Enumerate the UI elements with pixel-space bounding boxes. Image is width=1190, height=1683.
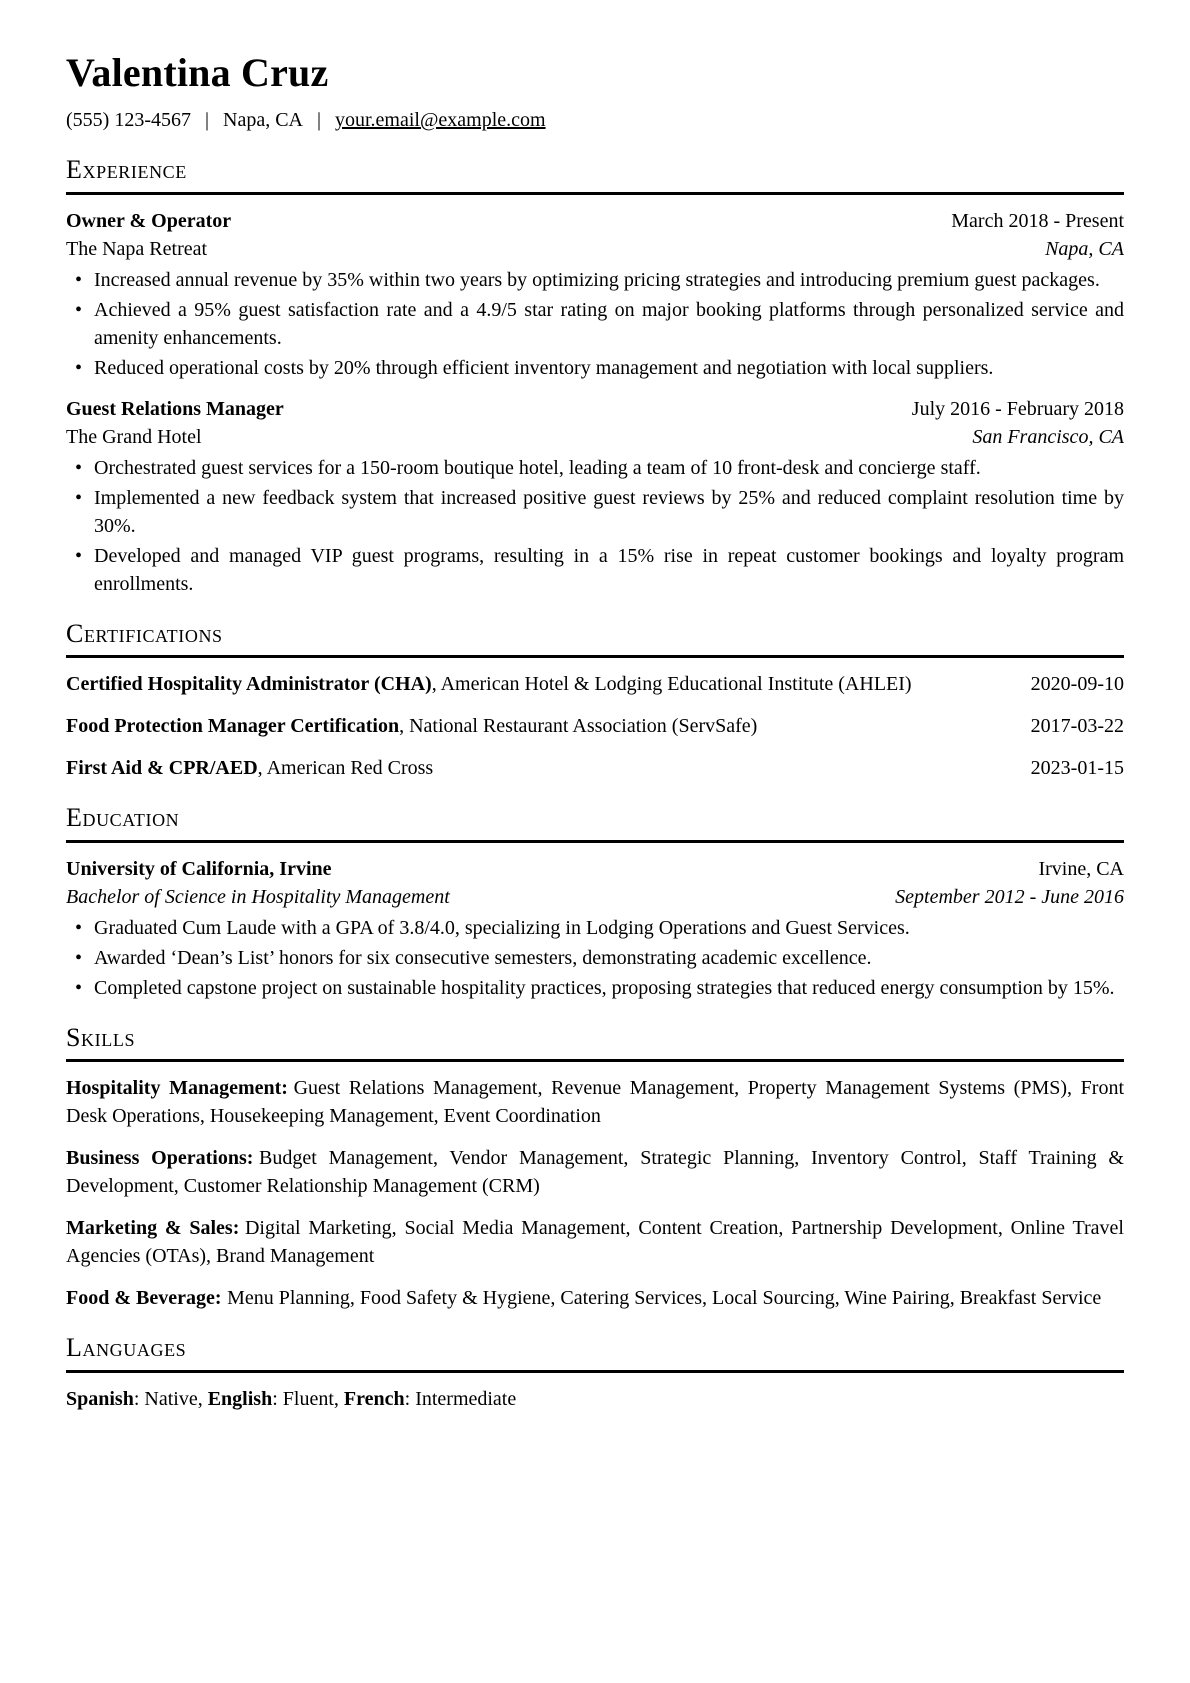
job-entry-guest-relations-manager <box>66 395 1124 598</box>
skill-group-label: Hospitality Management: <box>66 1077 288 1100</box>
education-location: Irvine, CA <box>1038 857 1124 880</box>
certification-issuer: , American Red Cross <box>257 757 434 780</box>
certification-name: Certified Hospitality Administrator (CHA) <box>66 673 432 696</box>
certification-date: 2020-09-10 <box>1030 673 1124 696</box>
job-dates: July 2016 - February 2018 <box>911 397 1124 420</box>
job-company: The Napa Retreat <box>66 237 208 260</box>
education-bullet: • Awarded ‘Dean’s List’ honors for six consecutive semesters, demonstrating academic excellence. <box>66 944 1124 972</box>
job-title: Guest Relations Manager <box>66 397 284 420</box>
language-name: English <box>207 1387 273 1410</box>
skill-group-label: Food & Beverage: <box>66 1287 222 1310</box>
job-bullet: • Implemented a new feedback system that increased positive guest reviews by 25% and reduced complaint resolution time by 30%. <box>66 484 1124 540</box>
certification-text <box>66 712 1031 740</box>
job-location: Napa, CA <box>1045 237 1124 260</box>
certification-name: Food Protection Manager Certification <box>66 715 400 738</box>
section-title-skills: Skills <box>66 1024 1124 1063</box>
skill-group-marketing-sales <box>66 1214 1124 1270</box>
job-header-row <box>66 395 1124 423</box>
job-bullet: • Orchestrated guest services for a 150-room boutique hotel, leading a team of 10 front-desk and concierge staff. <box>66 454 1124 482</box>
job-header-row <box>66 207 1124 235</box>
section-certifications <box>66 620 1124 783</box>
candidate-name: Valentina Cruz <box>66 50 329 95</box>
job-bullet: • Increased annual revenue by 35% within two years by optimizing pricing strategies and introducing premium guest packages. <box>66 266 1124 294</box>
contact-line <box>66 106 1124 134</box>
job-dates: March 2018 - Present <box>951 209 1124 232</box>
email-link[interactable]: your.email@example.com <box>335 109 546 131</box>
language-level: : Intermediate <box>405 1388 517 1410</box>
skill-group-items: Digital Marketing, Social Media Management, Content Creation, Partnership Development, Online Travel Agencies (OTAs), Brand Management <box>66 1217 1124 1268</box>
job-title: Owner & Operator <box>66 209 232 232</box>
section-title-education: Education <box>66 804 1124 843</box>
job-subheader-row <box>66 235 1124 263</box>
skill-group-business-operations <box>66 1144 1124 1200</box>
languages-line <box>66 1385 1124 1413</box>
certification-issuer: , American Hotel & Lodging Educational Institute (AHLEI) <box>431 673 912 696</box>
skill-group-label: Marketing & Sales: <box>66 1217 240 1240</box>
language-name: French <box>343 1387 405 1410</box>
section-education <box>66 804 1124 1002</box>
education-degree: Bachelor of Science in Hospitality Management <box>66 885 450 908</box>
certification-date: 2023-01-15 <box>1030 757 1124 780</box>
language-entry <box>344 1388 516 1410</box>
phone-number: (555) 123-4567 <box>66 109 191 131</box>
skill-group-food-beverage <box>66 1284 1124 1312</box>
certification-issuer: , National Restaurant Association (ServSafe) <box>399 715 758 738</box>
skill-group-label: Business Operations: <box>66 1147 254 1170</box>
job-entry-owner-operator <box>66 207 1124 382</box>
education-dates: September 2012 - June 2016 <box>895 885 1124 908</box>
section-title-languages: Languages <box>66 1334 1124 1373</box>
language-level: : Fluent <box>272 1388 334 1410</box>
resume-header <box>66 52 1124 134</box>
job-location: San Francisco, CA <box>972 425 1124 448</box>
skill-group-items: Menu Planning, Food Safety & Hygiene, Catering Services, Local Sourcing, Wine Pairing, Breakfast Service <box>227 1287 1102 1310</box>
education-bullet: • Completed capstone project on sustainable hospitality practices, proposing strategies that reduced energy consumption by 15%. <box>66 974 1124 1002</box>
section-skills <box>66 1024 1124 1313</box>
language-entry <box>208 1388 344 1410</box>
skill-group-hospitality-management <box>66 1074 1124 1130</box>
certification-entry <box>66 670 1124 698</box>
education-bullet-list <box>66 914 1124 1002</box>
education-institution: University of California, Irvine <box>66 857 332 880</box>
education-subheader-row <box>66 883 1124 911</box>
certification-date: 2017-03-22 <box>1030 715 1124 738</box>
language-entry <box>66 1388 208 1410</box>
section-title-experience: Experience <box>66 156 1124 195</box>
section-title-certifications: Certifications <box>66 620 1124 659</box>
job-bullet: • Developed and managed VIP guest programs, resulting in a 15% rise in repeat customer bookings and loyalty program enrollments. <box>66 542 1124 598</box>
contact-location: Napa, CA <box>223 109 303 131</box>
language-name: Spanish <box>66 1387 134 1410</box>
language-level: : Native <box>134 1388 198 1410</box>
certification-text <box>66 670 1031 698</box>
skill-group-items: Budget Management, Vendor Management, Strategic Planning, Inventory Control, Staff Training & Development, Customer Relationship Management (CRM) <box>66 1147 1124 1198</box>
job-bullet-list <box>66 266 1124 382</box>
certification-name: First Aid & CPR/AED <box>66 757 258 780</box>
education-entry <box>66 855 1124 1002</box>
job-bullet: • Achieved a 95% guest satisfaction rate and a 4.9/5 star rating on major booking platforms through personalized service and amenity enhancements. <box>66 296 1124 352</box>
contact-separator <box>303 109 335 131</box>
section-experience <box>66 156 1124 598</box>
certification-entry <box>66 712 1124 740</box>
skill-group-items: Guest Relations Management, Revenue Management, Property Management Systems (PMS), Front Desk Operations, Housekeeping Management, Event Coordination <box>66 1077 1125 1128</box>
education-header-row <box>66 855 1124 883</box>
job-subheader-row <box>66 423 1124 451</box>
education-bullet: • Graduated Cum Laude with a GPA of 3.8/4.0, specializing in Lodging Operations and Guest Services. <box>66 914 1124 942</box>
certification-text <box>66 754 1031 782</box>
job-bullet-list <box>66 454 1124 598</box>
certification-entry <box>66 754 1124 782</box>
job-bullet: • Reduced operational costs by 20% through efficient inventory management and negotiation with local suppliers. <box>66 354 1124 382</box>
job-company: The Grand Hotel <box>66 425 202 448</box>
contact-separator <box>191 109 223 131</box>
section-languages <box>66 1334 1124 1413</box>
